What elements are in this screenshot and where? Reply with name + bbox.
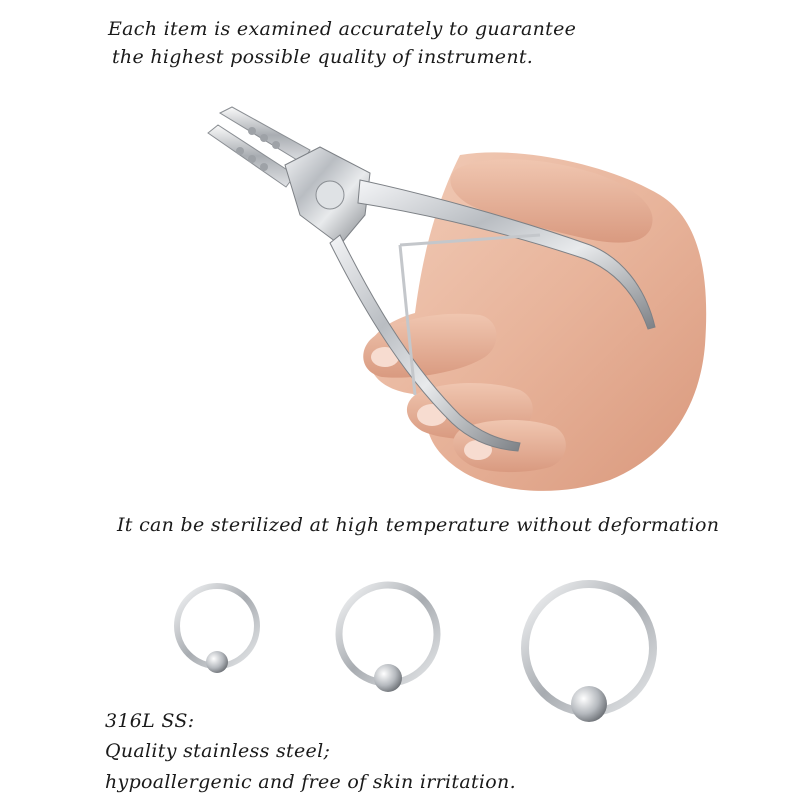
material-quality: Quality stainless steel; — [105, 740, 331, 763]
material-caption — [105, 706, 516, 797]
top-caption-line-2: the highest possible quality of instrument. — [112, 45, 534, 68]
small-captive-bead-ring-icon — [170, 580, 265, 680]
top-caption-line-1: Each item is examined accurately to guarantee — [108, 18, 577, 40]
material-grade: 316L SS: — [105, 710, 195, 732]
top-caption — [108, 16, 576, 71]
material-benefit: hypoallergenic and free of skin irritation. — [105, 770, 516, 793]
medium-captive-bead-ring-icon — [330, 580, 445, 700]
middle-caption: It can be sterilized at high temperature without deformation — [117, 514, 720, 536]
pliers-pivot — [316, 181, 344, 209]
hand-holding-pliers-photo — [190, 95, 720, 505]
large-captive-bead-ring-icon — [515, 578, 663, 728]
